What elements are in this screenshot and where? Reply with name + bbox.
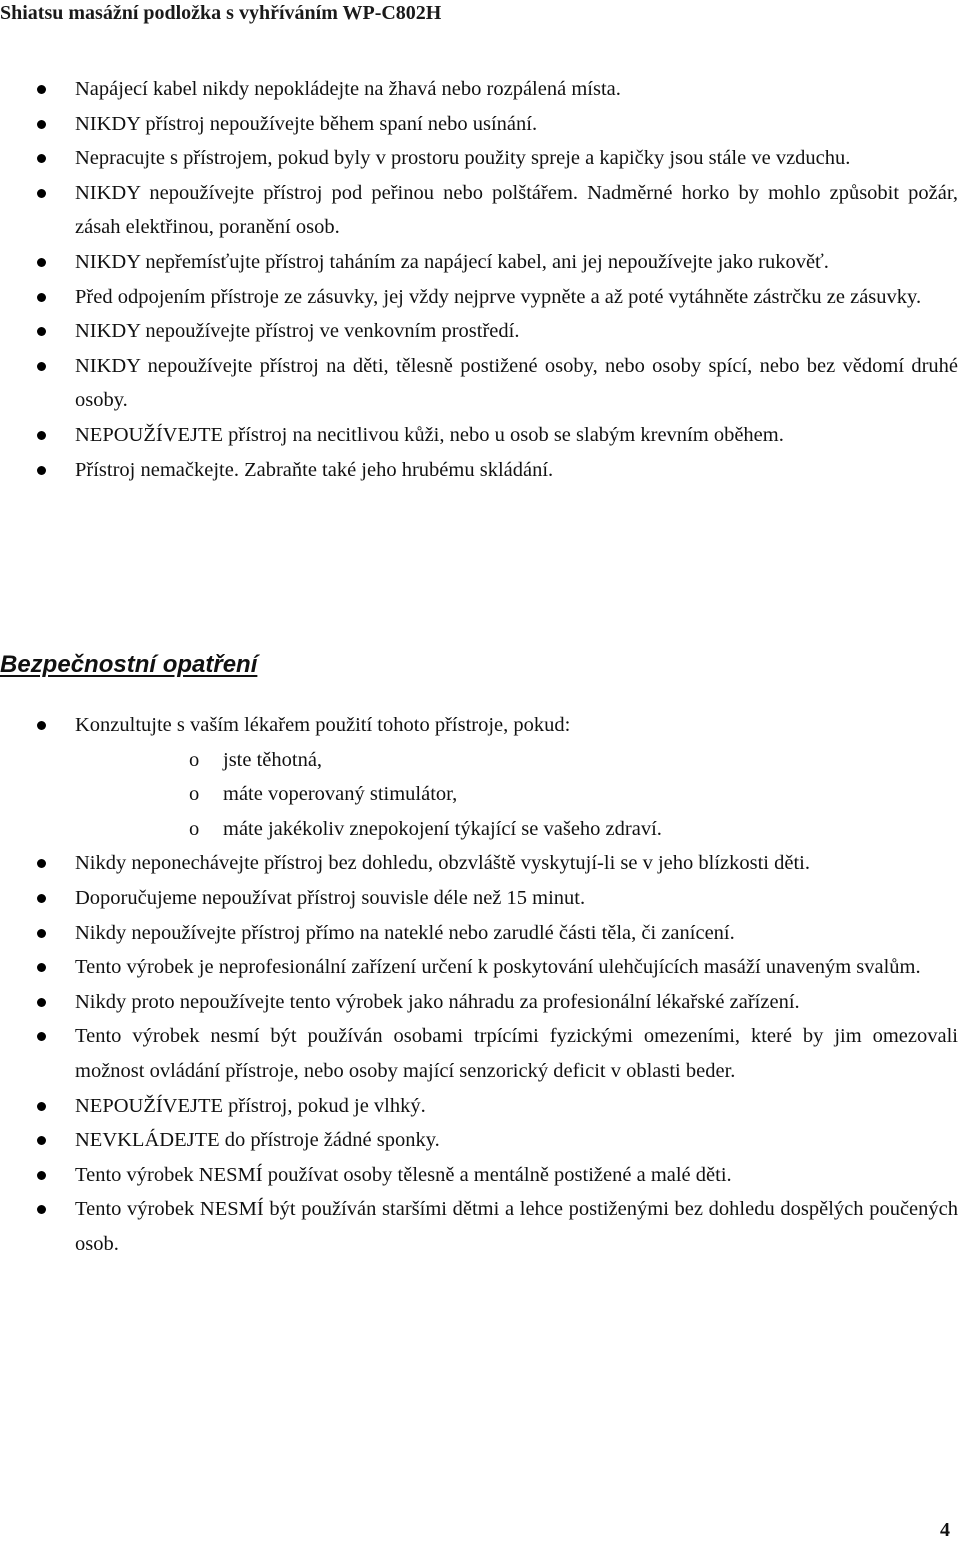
list-item: NIKDY nepoužívejte přístroj pod peřinou nebo polštářem. Nadměrné horko by mohlo způsobit požár, zásah elektřinou, poranění osob. bbox=[0, 176, 958, 245]
list-item: Nikdy proto nepoužívejte tento výrobek jako náhradu za profesionální lékařské zařízení. bbox=[0, 985, 958, 1020]
list-item: NIKDY nepřemísťujte přístroj taháním za napájecí kabel, ani jej nepoužívejte jako rukověť. bbox=[0, 245, 958, 280]
list-item: Nikdy neponechávejte přístroj bez dohledu, obzvláště vyskytují-li se v jeho blízkosti děti. bbox=[0, 846, 958, 881]
precautions-list bbox=[0, 708, 958, 1262]
list-item: NEPOUŽÍVEJTE přístroj, pokud je vlhký. bbox=[0, 1089, 958, 1124]
list-item: Tento výrobek nesmí být používán osobami trpícími fyzickými omezeními, které by jim omezovali možnost ovládání přístroje, nebo osoby mající senzorický deficit v oblasti beder. bbox=[0, 1019, 958, 1088]
list-item: Tento výrobek NESMÍ být používán staršími dětmi a lehce postiženými bez dohledu dospělých poučených osob. bbox=[0, 1192, 958, 1261]
list-item: Nepracujte s přístrojem, pokud byly v prostoru použity spreje a kapičky jsou stále ve vzduchu. bbox=[0, 141, 958, 176]
page-number: 4 bbox=[940, 1519, 950, 1541]
list-item: Nikdy nepoužívejte přístroj přímo na nateklé nebo zarudlé části těla, či zanícení. bbox=[0, 916, 958, 951]
list-item: NIKDY nepoužívejte přístroj ve venkovním prostředí. bbox=[0, 314, 958, 349]
sub-list-item: o máte voperovaný stimulátor, bbox=[75, 777, 958, 812]
list-item: Doporučujeme nepoužívat přístroj souvisle déle než 15 minut. bbox=[0, 881, 958, 916]
consult-sublist bbox=[75, 743, 958, 847]
page-header-title: Shiatsu masážní podložka s vyhříváním WP-C802H bbox=[0, 2, 442, 24]
list-item: Tento výrobek je neprofesionální zařízení určení k poskytování ulehčujících masáží unaveným svalům. bbox=[0, 950, 958, 985]
list-item: NIKDY přístroj nepoužívejte během spaní nebo usínání. bbox=[0, 107, 958, 142]
warnings-list bbox=[0, 72, 958, 487]
list-item: NEVKLÁDEJTE do přístroje žádné sponky. bbox=[0, 1123, 958, 1158]
list-item: Napájecí kabel nikdy nepokládejte na žhavá nebo rozpálená místa. bbox=[0, 72, 958, 107]
section-heading: Bezpečnostní opatření bbox=[0, 651, 258, 678]
consult-text: Konzultujte s vaším lékařem použití tohoto přístroje, pokud: bbox=[75, 714, 571, 736]
list-item: NEPOUŽÍVEJTE přístroj na necitlivou kůži, nebo u osob se slabým krevním oběhem. bbox=[0, 418, 958, 453]
sub-list-item: o máte jakékoliv znepokojení týkající se vašeho zdraví. bbox=[75, 812, 958, 847]
sub-list-item: o jste těhotná, bbox=[75, 743, 958, 778]
list-item: Tento výrobek NESMÍ používat osoby tělesně a mentálně postižené a malé děti. bbox=[0, 1158, 958, 1193]
list-item: Před odpojením přístroje ze zásuvky, jej vždy nejprve vypněte a až poté vytáhněte zástrčku ze zásuvky. bbox=[0, 280, 958, 315]
list-item: NIKDY nepoužívejte přístroj na děti, tělesně postižené osoby, nebo osoby spící, nebo bez vědomí druhé osoby. bbox=[0, 349, 958, 418]
list-item: Přístroj nemačkejte. Zabraňte také jeho hrubému skládání. bbox=[0, 453, 958, 488]
list-item-consult bbox=[0, 708, 958, 846]
